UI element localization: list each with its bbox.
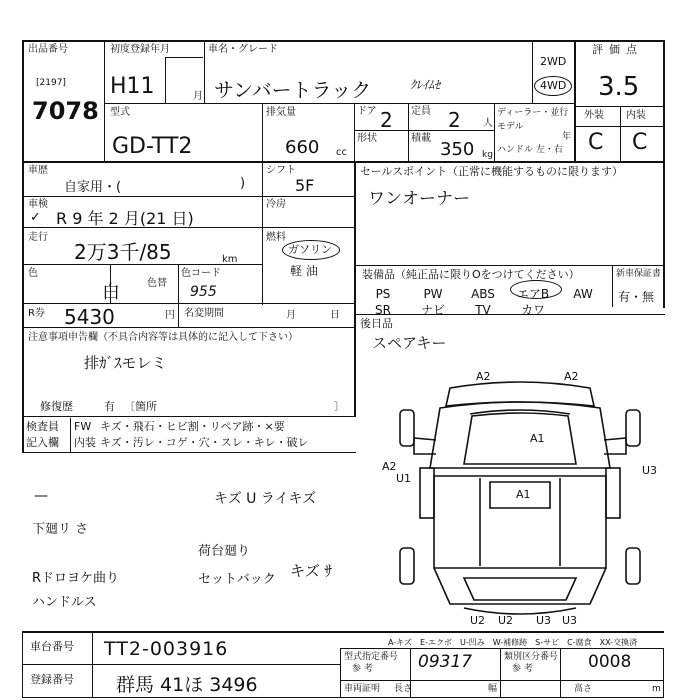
equip-ps[interactable]: PS — [375, 287, 391, 301]
height-label: 高さ — [574, 684, 593, 694]
mark-u3-right: U3 — [642, 464, 658, 477]
mark-a1-top: A1 — [530, 432, 545, 445]
interior-value: C — [632, 130, 648, 155]
exterior-value: C — [588, 130, 604, 155]
equip-airbag-circle — [510, 280, 562, 299]
history-label: 車歴 — [28, 165, 48, 176]
grade-scribble: ｸﾚｲﾑｾ — [410, 78, 441, 92]
mark-a2-right: A2 — [564, 370, 579, 383]
equip-pw[interactable]: PW — [423, 287, 443, 301]
accessories-label: 後日品 — [360, 317, 393, 330]
name-change-day: 日 — [330, 310, 340, 321]
model-label: 型式 — [110, 107, 130, 118]
notes-value: 排ｶﾞｽモレミ — [84, 354, 167, 372]
door-label: ドア — [357, 106, 377, 117]
color-code-value: 955 — [190, 284, 217, 300]
name-change-label: 名変期間 — [184, 308, 224, 319]
equip-sr[interactable]: SR — [375, 303, 391, 317]
equipment-row2 — [358, 299, 613, 318]
frame-top — [22, 40, 665, 42]
mark-u1-side: U1 — [396, 472, 412, 485]
score-label: 評価点 — [592, 43, 643, 56]
mark-u2-bl: U2 — [470, 614, 486, 627]
fuel-diesel: 軽 油 — [290, 264, 318, 278]
color-value: 白 — [102, 282, 120, 303]
color-code-label: 色コード — [181, 268, 221, 279]
accessories-value: スペアキー — [372, 334, 447, 352]
remark-line3: 荷台廻り — [198, 544, 251, 559]
inspection-value: R 9 年 2 月(21 日) — [56, 209, 194, 228]
equip-tv[interactable]: TV — [475, 303, 491, 317]
inspector-interior-items: キズ・汚レ・コゲ・穴・スレ・キレ・破レ — [100, 436, 309, 449]
mileage-unit: km — [222, 254, 238, 265]
remark-line7: ハンドルス — [32, 595, 97, 610]
vehicle-diagram — [380, 368, 670, 630]
exterior-label: 外装 — [584, 110, 604, 121]
recycle-value: 5430 — [64, 305, 115, 329]
handle-label: ハンドル 左・右 — [497, 145, 563, 155]
mark-u3-bc: U3 — [562, 614, 578, 627]
drive-4wd: 4WD — [540, 79, 567, 92]
recycle-unit: 円 — [165, 310, 175, 321]
equip-leather[interactable]: カワ — [520, 303, 545, 317]
cert-label: 車両証明 — [344, 684, 381, 694]
mark-a2-left: A2 — [476, 370, 491, 383]
mark-u3-bb: U3 — [536, 614, 552, 627]
fuel-label: 燃料 — [266, 232, 286, 243]
selling-points-value: ワンオーナー — [368, 189, 470, 209]
color-change-label: 色替 — [147, 278, 167, 289]
history-value: 自家用・( — [64, 180, 122, 195]
load-label: 積載 — [411, 133, 431, 144]
cert-unit: m — [652, 684, 661, 694]
model-year-label: モデル — [497, 122, 524, 132]
frame-right — [663, 40, 665, 308]
frame-left — [22, 40, 24, 452]
remark-dash: — — [34, 488, 48, 504]
interior-label: 内装 — [626, 110, 646, 121]
remark-line5: キズ ｻ — [290, 562, 332, 580]
equip-abs[interactable]: ABS — [471, 287, 495, 301]
name-change-month: 月 — [286, 310, 296, 321]
shape-label: 形状 — [357, 133, 377, 144]
chassis-label: 車台番号 — [30, 640, 74, 653]
inspector-interior-label: 内装 — [74, 436, 96, 449]
remark-line6: Rドロヨケ曲り — [32, 571, 120, 586]
repair-close: 〕 — [334, 400, 345, 413]
score-value: 3.5 — [598, 72, 640, 102]
category-value: 0008 — [588, 652, 632, 672]
sub-ref2: 参 考 — [512, 664, 533, 674]
displacement-value: 660 — [285, 137, 320, 158]
mileage-label: 走行 — [28, 232, 48, 243]
warranty-value: 有・無 — [618, 290, 655, 304]
equip-airbag[interactable]: エアB — [516, 287, 550, 301]
chassis-value: TT2-003916 — [104, 638, 229, 660]
first-reg-value: H11 — [110, 74, 155, 99]
type-designation-label: 型式指定番号 — [344, 652, 399, 662]
car-name-value: サンバートラック — [214, 78, 372, 102]
mark-u2-br: U2 — [498, 614, 514, 627]
selling-points-label: セールスポイント（正常に機能するものに限ります） — [360, 165, 624, 178]
history-close: ) — [240, 176, 246, 191]
plate-value: 群馬 41ほ 3496 — [116, 674, 258, 696]
lot-number: 7078 — [32, 97, 99, 125]
equipment-label: 装備品（純正品に限りOをつけてください） — [362, 268, 580, 281]
repair-value: 有 — [104, 400, 115, 413]
remark-line2: 下廻リ さ — [32, 522, 89, 537]
displacement-label: 排気量 — [266, 107, 296, 118]
plate-label: 登録番号 — [30, 673, 74, 686]
shift-label: シフト — [266, 165, 296, 176]
seats-value: 2 — [448, 108, 461, 132]
model-value: GD-TT2 — [112, 134, 193, 159]
equip-aw[interactable]: AW — [573, 287, 593, 301]
repair-place: 〔箇所 — [124, 400, 157, 413]
notes-label: 注意事項申告欄（不具合内容等は具体的に記入して下さい） — [28, 332, 298, 343]
load-value: 350 — [440, 139, 475, 160]
inspector-label1: 検査員 — [26, 420, 59, 433]
first-reg-label: 初度登録年月 — [110, 44, 170, 55]
model-year-unit: 年 — [562, 132, 572, 142]
diagram-legend: A-キズ E-エクボ U-凹み W-補修跡 S-サビ C-腐食 XX-交換済 — [388, 638, 638, 647]
shift-value: 5F — [295, 176, 315, 195]
length-label: 長さ — [394, 684, 413, 694]
inspector-label2: 記入欄 — [26, 436, 59, 449]
mark-a2-side: A2 — [382, 460, 397, 473]
sub-ref1: 参 考 — [352, 664, 373, 674]
remark-line4: セットバック — [198, 572, 276, 587]
dealer-label: ディーラー・並行 — [497, 108, 569, 118]
car-name-label: 車名・グレード — [208, 44, 278, 55]
load-unit: kg — [482, 150, 493, 160]
category-label: 類別区分番号 — [504, 652, 559, 662]
inspection-label: 車検 — [28, 199, 48, 210]
fw-items: キズ・飛石・ヒビ割・リペア跡・×要 — [100, 420, 285, 433]
recycle-label: R券 — [28, 308, 45, 319]
first-reg-month: 月 — [193, 91, 203, 102]
type-designation-value: 09317 — [418, 652, 473, 672]
door-value: 2 — [380, 108, 393, 132]
mileage-value: 2万3千/85 — [74, 240, 172, 264]
fuel-gas: ガソリン — [288, 243, 332, 256]
ac-label: 冷房 — [266, 199, 286, 210]
displacement-unit: cc — [336, 147, 347, 158]
repair-label: 修復歴 — [40, 400, 73, 413]
width-label: 幅 — [488, 684, 498, 694]
lot-sub: [2197] — [36, 78, 66, 88]
remark-line1: キズ U ライキズ — [214, 491, 317, 507]
color-label: 色 — [28, 268, 38, 279]
drive-2wd: 2WD — [540, 55, 567, 68]
fw-label: FW — [74, 420, 92, 433]
mark-a1-bed: A1 — [516, 488, 531, 501]
lot-label: 出品番号 — [28, 44, 68, 55]
seats-unit: 人 — [483, 118, 493, 129]
warranty-label: 新車保証書 — [616, 269, 662, 279]
seats-label: 定員 — [411, 106, 431, 117]
equip-navi[interactable]: ナビ — [420, 303, 445, 317]
